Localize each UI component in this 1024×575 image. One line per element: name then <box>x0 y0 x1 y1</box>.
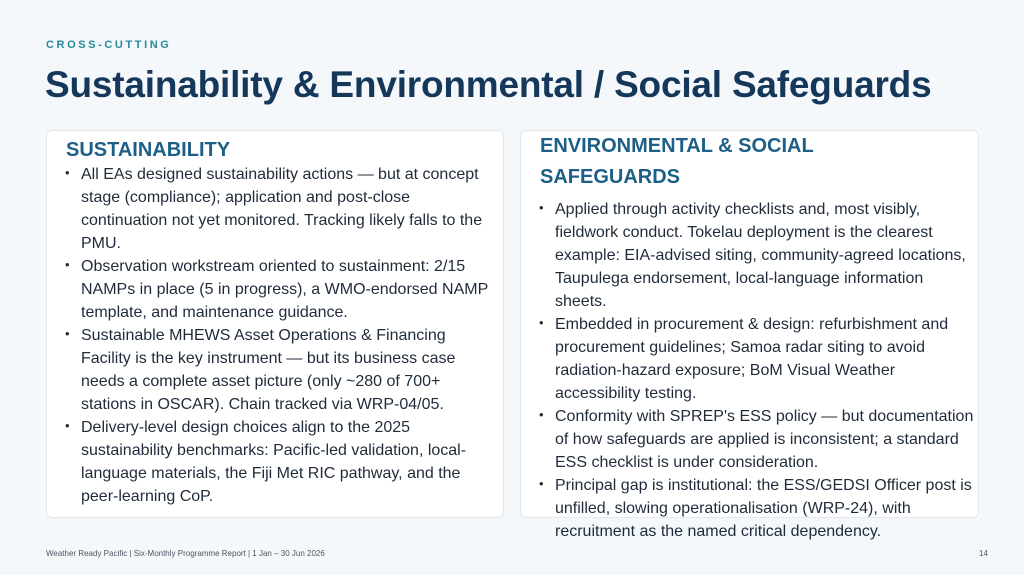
bullet-text: Applied through activity checklists and, most visibly, fieldwork conduct. Tokelau deployment is the clearest example: EIA-advised siting, community-agreed locations, Taupulega endorsement, local-language information sheets. <box>555 201 966 310</box>
bullet-text: Conformity with SPREP's ESS policy — but documentation of how safeguards are applied is inconsistent; a standard ESS checklist is under consideration. <box>555 408 974 471</box>
safeguards-heading: ENVIRONMENTAL & SOCIAL SAFEGUARDS <box>540 135 814 188</box>
bullet-text: Observation workstream oriented to sustainment: 2/15 NAMPs in place (5 in progress), a WMO-endorsed NAMP template, and maintenance guidance. <box>81 258 488 321</box>
bullet-item <box>537 198 979 313</box>
bullet-icon: • <box>539 200 544 215</box>
bullet-item <box>63 324 499 416</box>
bullet-icon: • <box>65 165 70 180</box>
bullet-item <box>537 313 979 405</box>
sustainability-heading: SUSTAINABILITY <box>66 139 231 161</box>
bullet-item <box>537 405 979 474</box>
bullet-icon: • <box>65 326 70 341</box>
safeguards-bullet-list <box>537 198 979 543</box>
sustainability-bullet-list <box>63 163 499 508</box>
bullet-item <box>63 255 499 324</box>
sustainability-card <box>46 130 504 518</box>
page-number: 14 <box>979 549 988 558</box>
bullet-icon: • <box>539 407 544 422</box>
bullet-text: Principal gap is institutional: the ESS/GEDSI Officer post is unfilled, slowing operationalisation (WRP-24), with recruitment as the named critical dependency. <box>555 477 972 540</box>
bullet-text: Delivery-level design choices align to the 2025 sustainability benchmarks: Pacific-led validation, local-language materials, the Fiji Met RIC pathway, and the peer-learning CoP. <box>81 419 467 505</box>
bullet-icon: • <box>539 315 544 330</box>
section-kicker: CROSS-CUTTING <box>46 39 172 51</box>
bullet-icon: • <box>65 257 70 272</box>
safeguards-card <box>520 130 979 540</box>
bullet-text: Embedded in procurement & design: refurbishment and procurement guidelines; Samoa radar siting to avoid radiation-hazard exposure; BoM Visual Weather accessibility testing. <box>555 316 949 402</box>
bullet-item <box>537 474 979 543</box>
bullet-item <box>63 416 499 508</box>
footer-text: Weather Ready Pacific | Six-Monthly Programme Report | 1 Jan – 30 Jun 2026 <box>46 549 325 558</box>
page-title: Sustainability & Environmental / Social Safeguards <box>45 64 932 105</box>
bullet-text: All EAs designed sustainability actions — but at concept stage (compliance); application and post-close continuation not yet monitored. Tracking likely falls to the PMU. <box>81 166 483 252</box>
bullet-text: Sustainable MHEWS Asset Operations & Financing Facility is the key instrument — but its business case needs a complete asset picture (only ~280 of 700+ stations in OSCAR). Chain tracked via WRP-04/05. <box>81 327 456 413</box>
bullet-item <box>63 163 499 255</box>
bullet-icon: • <box>539 476 544 491</box>
bullet-icon: • <box>65 418 70 433</box>
